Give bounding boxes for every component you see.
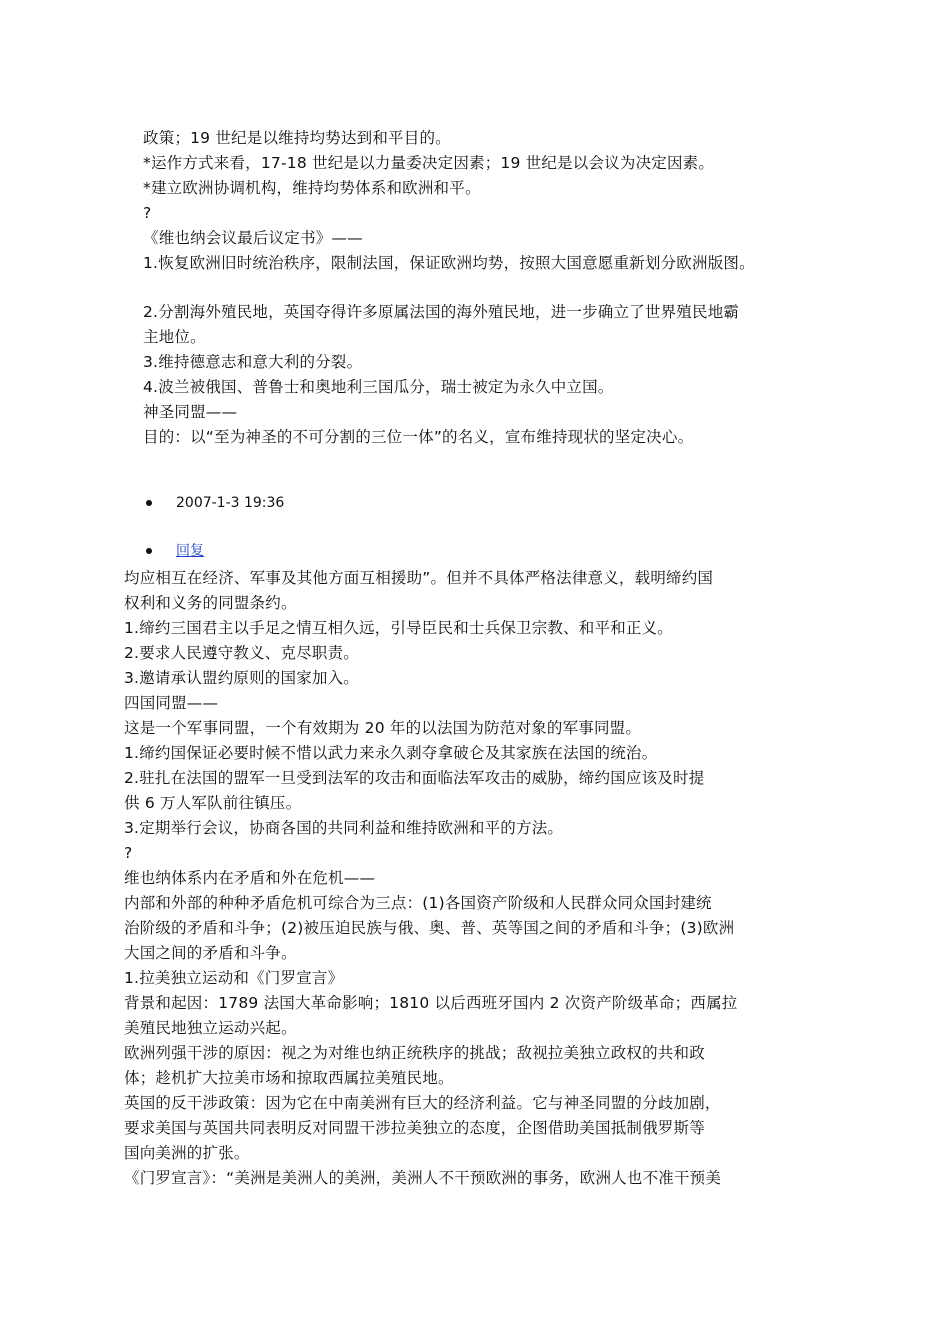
bullet-icon <box>146 500 152 506</box>
text-line: 权利和义务的同盟条约。 <box>124 594 297 612</box>
text-line: 1.拉美独立运动和《门罗宣言》 <box>124 969 344 987</box>
text-line: 四国同盟—— <box>124 694 219 712</box>
text-line: 《门罗宣言》：“美洲是美洲人的美洲，美洲人不干预欧洲的事务，欧洲人也不准干预美 <box>124 1169 722 1187</box>
text-line: 内部和外部的种种矛盾危机可综合为三点：(1)各国资产阶级和人民群众同众国封建统 <box>124 894 712 912</box>
text-line: 2.分割海外殖民地，英国夺得许多原属法国的海外殖民地，进一步确立了世界殖民地霸 <box>143 303 740 321</box>
text-line: ? <box>143 204 152 222</box>
text-line: 1.恢复欧洲旧时统治秩序，限制法国，保证欧洲均势，按照大国意愿重新划分欧洲版图。 <box>143 254 755 272</box>
text-line: 1.缔约国保证必要时候不惜以武力来永久剥夺拿破仑及其家族在法国的统治。 <box>124 744 658 762</box>
text-line: 1.缔约三国君主以手足之情互相久远，引导臣民和士兵保卫宗教、和平和正义。 <box>124 619 673 637</box>
text-line: 神圣同盟—— <box>143 403 238 421</box>
text-line: 供 6 万人军队前往镇压。 <box>124 794 302 812</box>
text-line: 主地位。 <box>143 328 206 346</box>
text-line: 美殖民地独立运动兴起。 <box>124 1019 297 1037</box>
text-line: 3.定期举行会议，协商各国的共同利益和维持欧洲和平的方法。 <box>124 819 564 837</box>
text-line: 《维也纳会议最后议定书》—— <box>143 229 363 247</box>
post-timestamp: 2007-1-3 19:36 <box>176 495 285 511</box>
text-line: 治阶级的矛盾和斗争；(2)被压迫民族与俄、奥、普、英等国之间的矛盾和斗争；(3)欧洲 <box>124 919 735 937</box>
post-timestamp-item <box>146 493 446 513</box>
text-line: 欧洲列强干涉的原因：视之为对维也纳正统秩序的挑战；敌视拉美独立政权的共和政 <box>124 1044 705 1062</box>
text-line: 这是一个军事同盟，一个有效期为 20 年的以法国为防范对象的军事同盟。 <box>124 719 642 737</box>
reply-link[interactable]: 回复 <box>176 543 204 559</box>
text-line: *运作方式来看，17-18 世纪是以力量委决定因素；19 世纪是以会议为决定因素。 <box>143 154 715 172</box>
text-line: 3.维持德意志和意大利的分裂。 <box>143 353 363 371</box>
text-line: 2.要求人民遵守教义、克尽职责。 <box>124 644 359 662</box>
text-line: 背景和起因：1789 法国大革命影响；1810 以后西班牙国内 2 次资产阶级革命；西属拉 <box>124 994 738 1012</box>
text-line: 2.驻扎在法国的盟军一旦受到法军的攻击和面临法军攻击的威胁，缔约国应该及时提 <box>124 769 705 787</box>
text-line: 4.波兰被俄国、普鲁士和奥地利三国瓜分，瑞士被定为永久中立国。 <box>143 378 614 396</box>
text-line: 要求美国与英国共同表明反对同盟干涉拉美独立的态度，企图借助美国抵制俄罗斯等 <box>124 1119 705 1137</box>
text-line: 3.邀请承认盟约原则的国家加入。 <box>124 669 359 687</box>
text-line: 维也纳体系内在矛盾和外在危机—— <box>124 869 376 887</box>
text-line: 目的：以“至为神圣的不可分割的三位一体”的名义，宣布维持现状的坚定决心。 <box>143 428 694 446</box>
text-line: ? <box>124 844 133 862</box>
text-line: *建立欧洲协调机构，维持均势体系和欧洲和平。 <box>143 179 481 197</box>
text-line: 英国的反干涉政策：因为它在中南美洲有巨大的经济利益。它与神圣同盟的分歧加剧， <box>124 1094 721 1112</box>
text-line: 大国之间的矛盾和斗争。 <box>124 944 297 962</box>
bullet-icon <box>146 548 152 554</box>
text-line: 均应相互在经济、军事及其他方面互相援助”。但并不具体严格法律意义，载明缔约国 <box>124 569 714 587</box>
text-line: 体；趁机扩大拉美市场和掠取西属拉美殖民地。 <box>124 1069 454 1087</box>
reply-item <box>146 541 446 561</box>
text-line: 国向美洲的扩张。 <box>124 1144 250 1162</box>
text-line: 政策；19 世纪是以维持均势达到和平目的。 <box>143 129 451 147</box>
